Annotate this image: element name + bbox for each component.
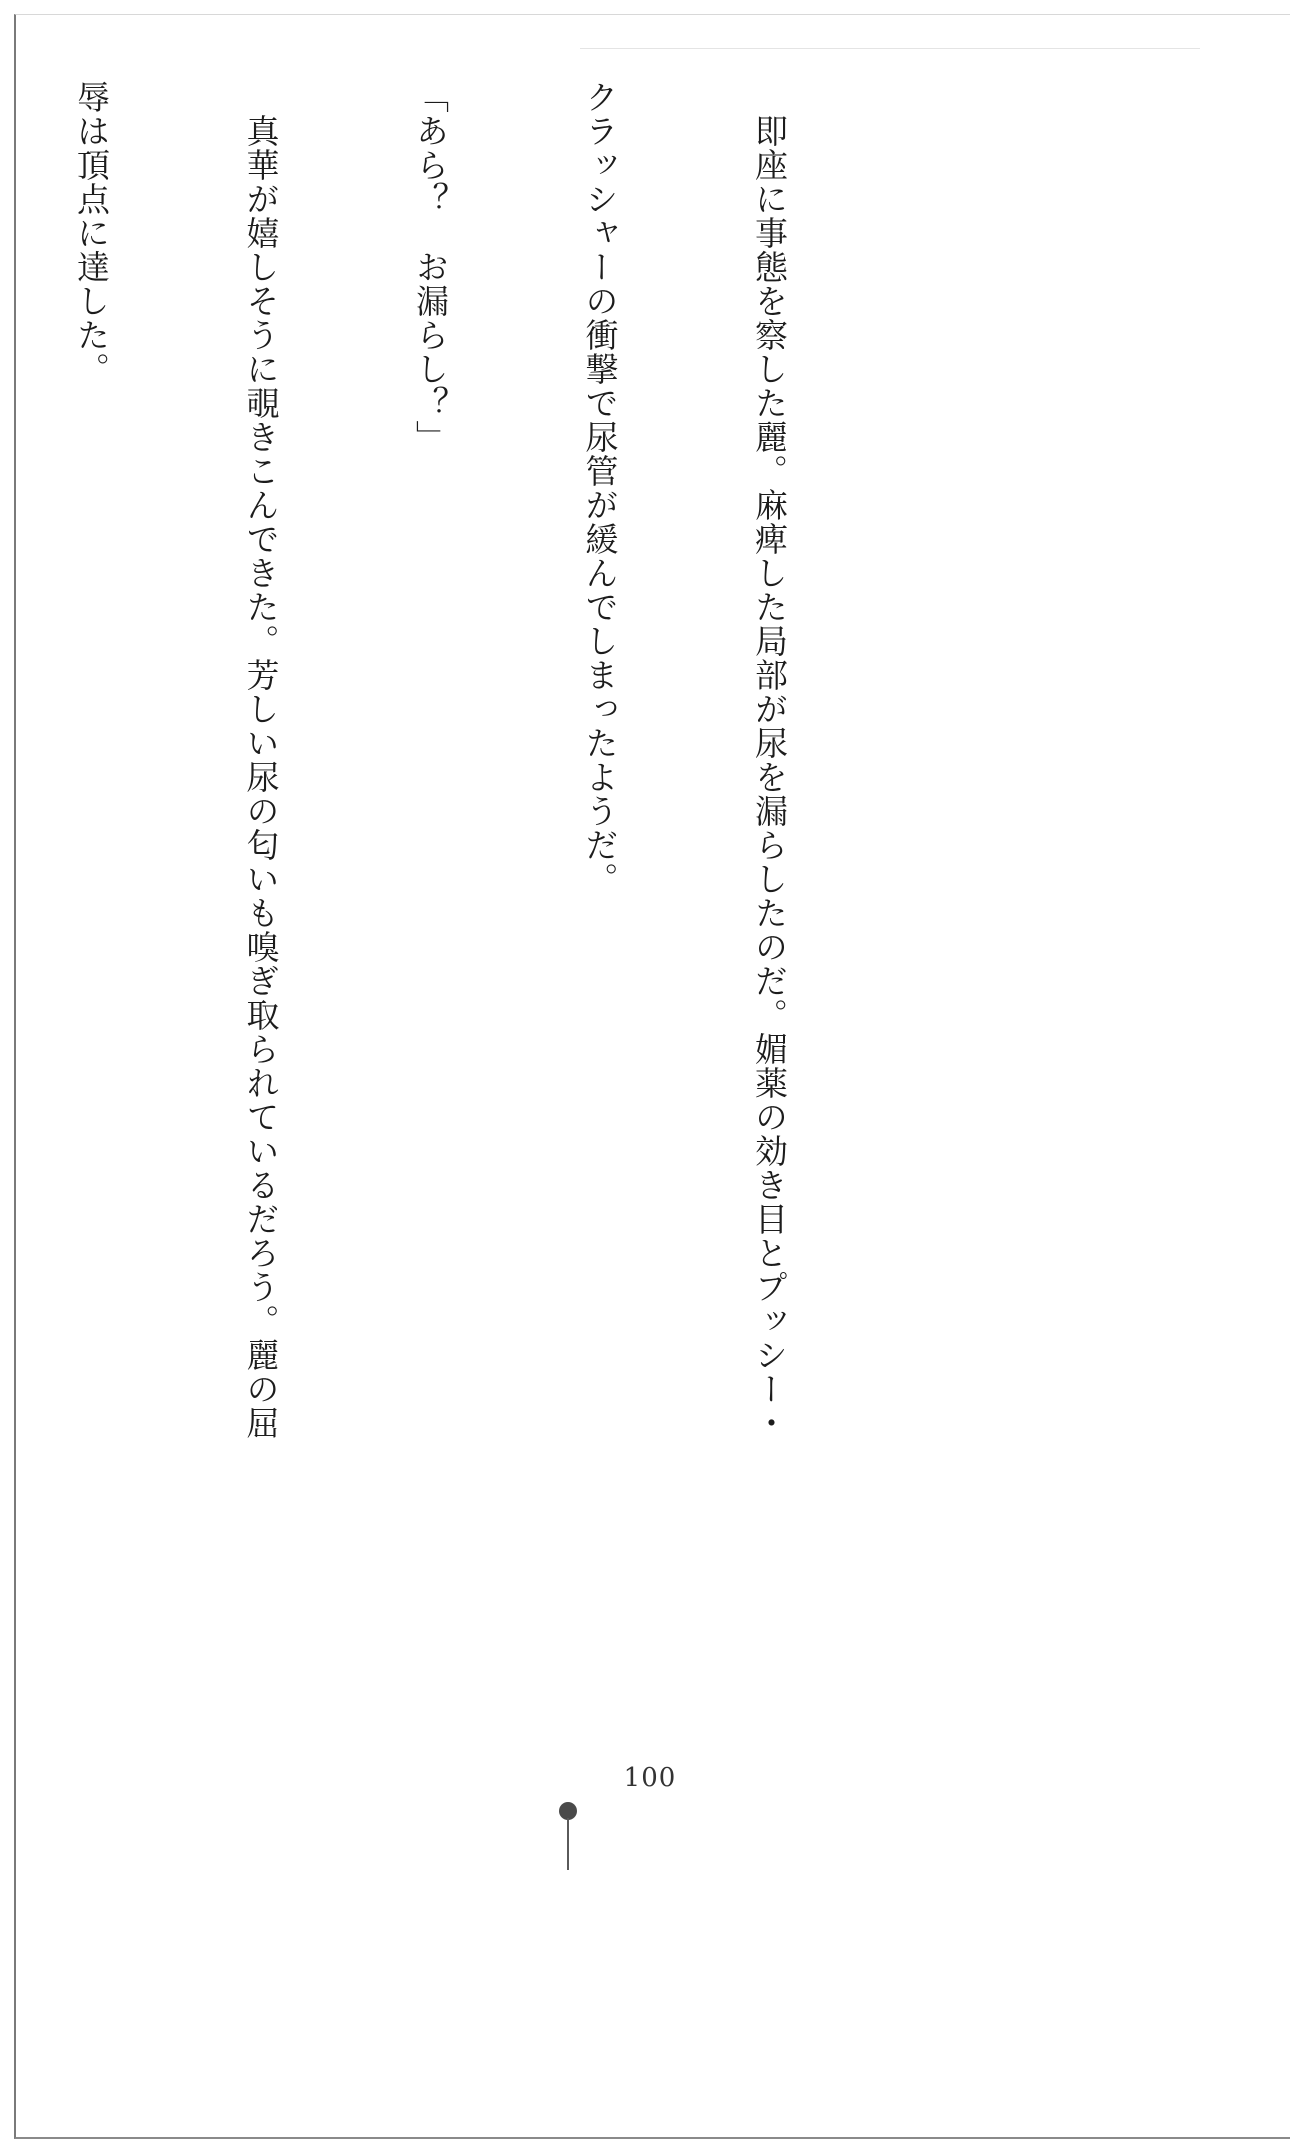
vertical-body-text [0,80,910,1550]
text-line: 辱は頂点に達した。 [72,80,111,386]
text-line: 真華が嬉しそうに覗きこんできた。芳しい尿の匂いも嗅ぎ取られているだろう。麗の屈 [241,80,281,1440]
page-marker-stem [567,1818,569,1870]
text-line: 即座に事態を察した麗。麻痺した局部が尿を漏らしたのだ。媚薬の効き目とプッシー・ [750,80,789,1440]
scan-edge-line [580,48,1200,49]
page-number: 100 [623,1763,677,1793]
text-line: クラッシャーの衝撃で尿管が緩んでしまったようだ。 [580,80,620,896]
text-line: 「あら？ お漏らし？」 [411,80,450,454]
